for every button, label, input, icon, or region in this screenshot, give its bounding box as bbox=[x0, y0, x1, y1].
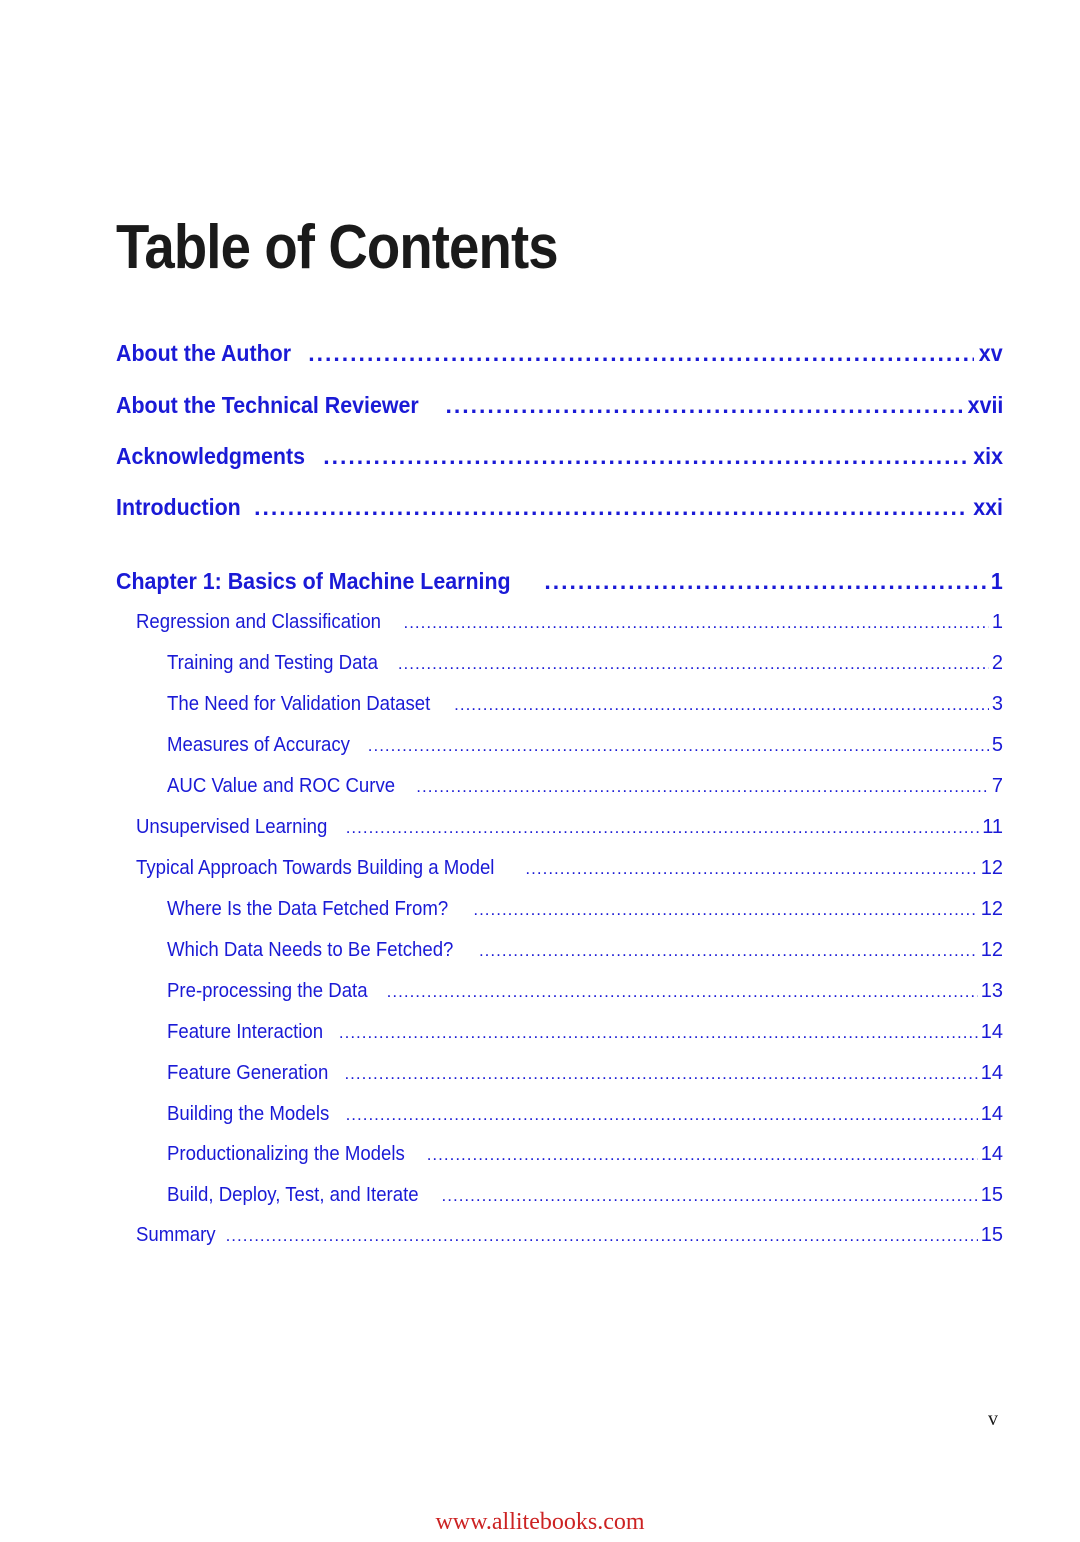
dot-leader bbox=[346, 818, 980, 838]
dot-leader bbox=[544, 568, 987, 595]
toc-entry-page: 15 bbox=[980, 1184, 1003, 1206]
dot-leader bbox=[346, 1105, 978, 1125]
toc-entry-page: 14 bbox=[980, 1143, 1003, 1165]
toc-entry[interactable] bbox=[167, 980, 1003, 1003]
toc-entry-title: Which Data Needs to Be Fetched? bbox=[167, 939, 454, 961]
toc-entry-page: 1 bbox=[991, 611, 1003, 633]
toc-entry-page: xv bbox=[979, 340, 1003, 366]
toc-entry[interactable] bbox=[167, 652, 1003, 675]
toc-entry-page: 14 bbox=[980, 1062, 1003, 1084]
dot-leader bbox=[416, 777, 989, 797]
dot-leader bbox=[427, 1145, 978, 1165]
toc-entry-title: About the Author bbox=[116, 340, 292, 366]
toc-entry[interactable] bbox=[167, 939, 1003, 962]
toc-entry-title: Summary bbox=[136, 1224, 216, 1246]
toc-entry[interactable] bbox=[136, 816, 1003, 839]
toc-entry-page: 1 bbox=[991, 568, 1003, 594]
toc-entry-title: Introduction bbox=[116, 494, 241, 520]
dot-leader bbox=[254, 494, 968, 521]
toc-entry-page: 14 bbox=[980, 1103, 1003, 1125]
toc-entry[interactable] bbox=[167, 775, 1003, 798]
footer-url[interactable]: www.allitebooks.com bbox=[435, 1509, 645, 1535]
toc-entry[interactable] bbox=[116, 443, 1003, 470]
toc-entry[interactable] bbox=[167, 898, 1003, 921]
toc-entry-title: Unsupervised Learning bbox=[136, 816, 328, 838]
dot-leader bbox=[323, 443, 968, 470]
toc-entry[interactable] bbox=[136, 1224, 1003, 1247]
toc-entry-page: 13 bbox=[980, 980, 1003, 1002]
toc-entry[interactable] bbox=[167, 1143, 1003, 1166]
toc-entry-page: xvii bbox=[967, 392, 1003, 418]
toc-entry-title: Training and Testing Data bbox=[167, 652, 378, 674]
toc-entry-page: 2 bbox=[991, 652, 1003, 674]
toc-entry-title: Productionalizing the Models bbox=[167, 1143, 405, 1165]
toc-entry[interactable] bbox=[167, 1062, 1003, 1085]
toc-entry[interactable] bbox=[136, 611, 1003, 634]
toc-entry[interactable] bbox=[116, 568, 1003, 595]
dot-leader bbox=[368, 736, 989, 756]
toc-entry-title: Regression and Classification bbox=[136, 611, 382, 633]
toc-entry-title: Where Is the Data Fetched From? bbox=[167, 898, 449, 920]
dot-leader bbox=[308, 340, 974, 367]
toc-entry-page: xxi bbox=[973, 494, 1003, 520]
dot-leader bbox=[226, 1226, 978, 1246]
dot-leader bbox=[398, 654, 989, 674]
toc-entry[interactable] bbox=[167, 693, 1003, 716]
toc-entry[interactable] bbox=[167, 1184, 1003, 1207]
dot-leader bbox=[339, 1023, 978, 1043]
dot-leader bbox=[344, 1064, 977, 1084]
toc-entry-page: 7 bbox=[991, 775, 1003, 797]
toc-entry[interactable] bbox=[167, 1021, 1003, 1044]
dot-leader bbox=[387, 982, 978, 1002]
toc-entry[interactable] bbox=[116, 392, 1003, 419]
toc-entry-page: 12 bbox=[980, 857, 1003, 879]
toc-entry[interactable] bbox=[136, 857, 1003, 880]
toc-entry-page: 12 bbox=[980, 939, 1003, 961]
toc-entry-title: Build, Deploy, Test, and Iterate bbox=[167, 1184, 419, 1206]
toc-entry-title: Chapter 1: Basics of Machine Learning bbox=[116, 568, 511, 594]
toc-entry[interactable] bbox=[167, 1103, 1003, 1126]
toc-entry-title: About the Technical Reviewer bbox=[116, 392, 419, 418]
toc-entry-title: Feature Interaction bbox=[167, 1021, 324, 1043]
toc-entry-title: Feature Generation bbox=[167, 1062, 329, 1084]
page-number: v bbox=[988, 1408, 998, 1430]
toc-entry-title: Measures of Accuracy bbox=[167, 734, 350, 756]
toc-entry-page: 5 bbox=[991, 734, 1003, 756]
toc-entry[interactable] bbox=[116, 494, 1003, 521]
toc-entry-title: The Need for Validation Dataset bbox=[167, 693, 431, 715]
toc-entry-page: 14 bbox=[980, 1021, 1003, 1043]
toc-entry-page: 15 bbox=[980, 1224, 1003, 1246]
toc-entry-title: Building the Models bbox=[167, 1103, 330, 1125]
toc-entry-page: 12 bbox=[980, 898, 1003, 920]
toc-entry-title: AUC Value and ROC Curve bbox=[167, 775, 396, 797]
toc-entry[interactable] bbox=[167, 734, 1003, 757]
toc-entry-title: Acknowledgments bbox=[116, 443, 305, 469]
dot-leader bbox=[454, 695, 989, 715]
toc-entry-title: Pre-processing the Data bbox=[167, 980, 368, 1002]
dot-leader bbox=[473, 900, 977, 920]
page-title: Table of Contents bbox=[116, 213, 558, 282]
toc-entry-page: xix bbox=[973, 443, 1003, 469]
dot-leader bbox=[403, 613, 988, 633]
dot-leader bbox=[479, 941, 978, 961]
toc-entry-title: Typical Approach Towards Building a Model bbox=[136, 857, 495, 879]
dot-leader bbox=[442, 1186, 978, 1206]
toc-entry-page: 11 bbox=[982, 816, 1003, 838]
toc-entry-page: 3 bbox=[991, 693, 1003, 715]
toc-entry[interactable] bbox=[116, 340, 1003, 367]
dot-leader bbox=[525, 859, 977, 879]
dot-leader bbox=[445, 392, 961, 419]
